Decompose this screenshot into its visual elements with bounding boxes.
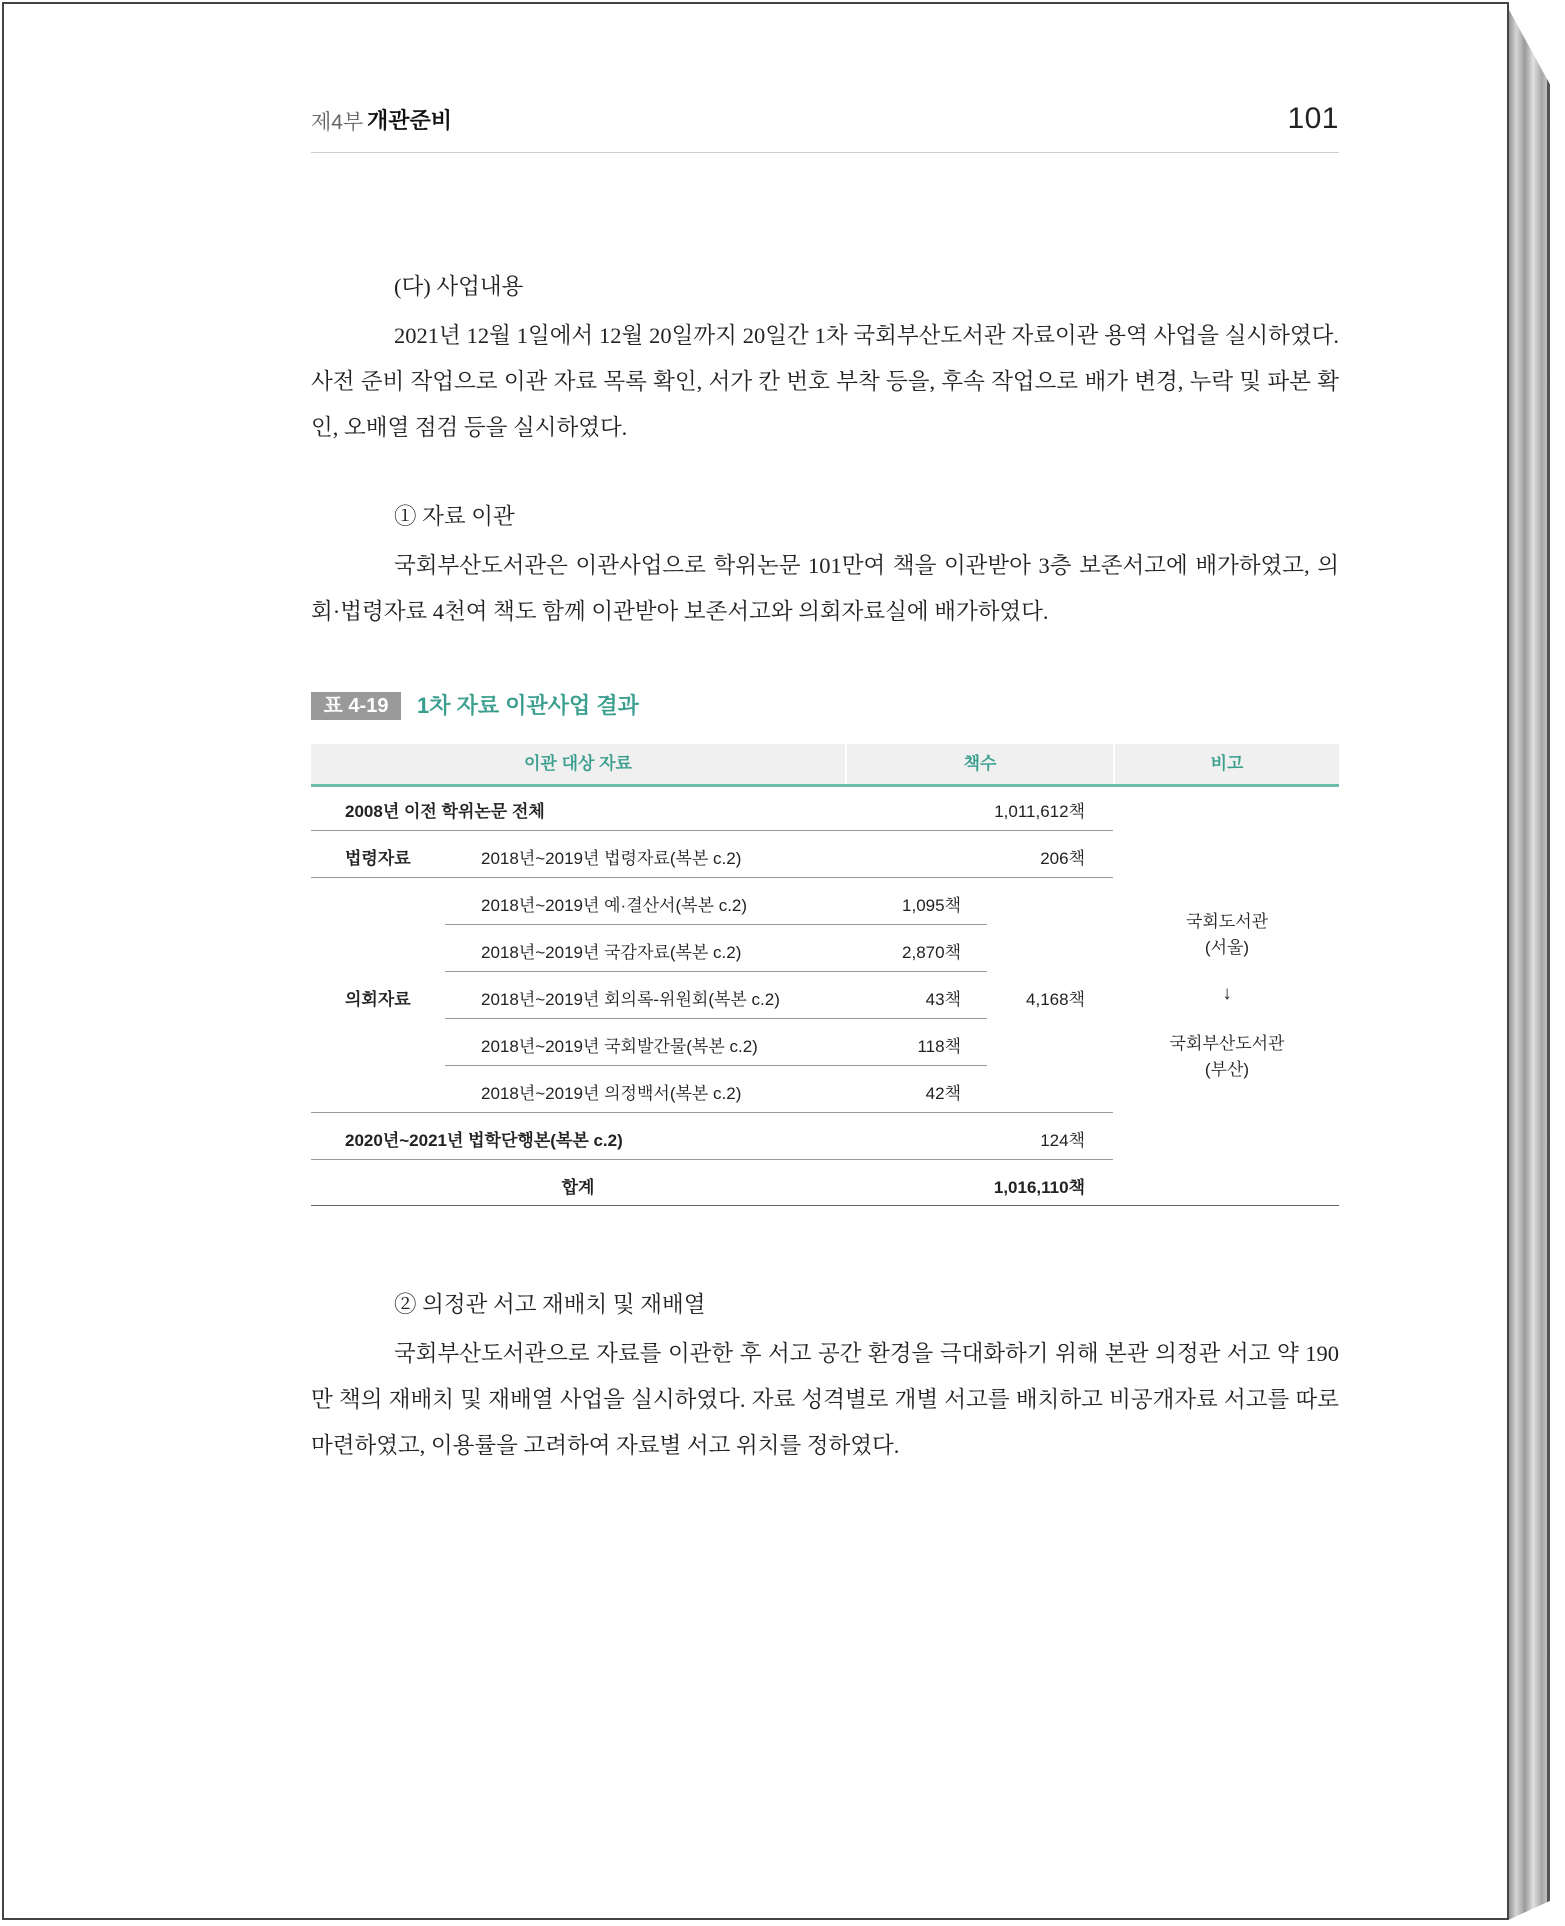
thesis-count: 1,011,612책 (994, 802, 1085, 821)
running-header (311, 102, 1339, 153)
parl-item-label: 2018년~2019년 국회발간물(복본 c.2) (481, 1037, 758, 1056)
note-to-city: (부산) (1204, 1060, 1250, 1079)
law-category: 법령자료 (345, 849, 411, 868)
total-count: 1,016,110책 (993, 1178, 1085, 1197)
parl-item-count: 118책 (917, 1037, 961, 1056)
parl-total-count: 4,168책 (1026, 990, 1085, 1009)
item2-heading: ② 의정관 서고 재배치 및 재배열 (394, 1292, 706, 1317)
row-divider (445, 971, 987, 972)
lawbooks-label: 2020년~2021년 법학단행본(복본 c.2) (345, 1131, 623, 1150)
part-title: 개관준비 (367, 108, 453, 133)
table-bottom-rule (311, 1205, 1339, 1206)
parl-item-label: 2018년~2019년 회의록-위원회(복본 c.2) (481, 990, 780, 1009)
parl-item-count: 42책 (925, 1084, 961, 1103)
parl-item-count: 2,870책 (902, 943, 961, 962)
row-divider (311, 830, 1113, 831)
header-material: 이관 대상 자료 (311, 744, 845, 784)
parl-category: 의회자료 (345, 990, 411, 1009)
thesis-label: 2008년 이전 학위논문 전체 (345, 802, 545, 821)
law-label: 2018년~2019년 법령자료(복본 c.2) (481, 849, 742, 868)
page-number: 101 (1287, 102, 1339, 135)
table-number-tag: 표 4-19 (311, 692, 401, 720)
total-label: 합계 (561, 1178, 595, 1197)
parl-item-count: 1,095책 (902, 896, 961, 915)
row-divider (311, 877, 1113, 878)
note-to: 국회부산도서관 (1169, 1034, 1285, 1053)
table-header-row (311, 744, 1339, 787)
section-heading: (다) 사업내용 (394, 274, 524, 299)
row-divider (445, 1065, 987, 1066)
header-count: 책수 (847, 744, 1113, 784)
section-paragraph: 2021년 12월 1일에서 12월 20일까지 20일간 1차 국회부산도서관 자료이관 용역 사업을 실시하였다. 사전 준비 작업으로 이관 자료 목록 확인, 서가 칸 번호 부착 등을, 후속 작업으로 배가 변경, 누락 및 파본 확인, 오배열 점검 등을 실시하였다. (311, 323, 1339, 440)
note-from: 국회도서관 (1185, 912, 1269, 931)
law-count: 206책 (1040, 849, 1085, 868)
table-title: 1차 자료 이관사업 결과 (417, 693, 639, 718)
part-number: 제4부 (311, 111, 364, 134)
row-divider (311, 1112, 1113, 1113)
row-divider (311, 1159, 1113, 1160)
item1-paragraph: 국회부산도서관은 이관사업으로 학위논문 101만여 책을 이관받아 3층 보존서고에 배가하였고, 의회·법령자료 4천여 책도 함께 이관받아 보존서고와 의회자료실에 배가하였다. (311, 553, 1339, 624)
item2-paragraph: 국회부산도서관으로 자료를 이관한 후 서고 공간 환경을 극대화하기 위해 본관 의정관 서고 약 190만 책의 재배치 및 재배열 사업을 실시하였다. 자료 성격별로 개별 서고를 배치하고 비공개자료 서고를 따로 마련하였고, 이용률을 고려하여 자료별 서고 위치를 정하였다. (311, 1341, 1339, 1458)
lawbooks-count: 124책 (1040, 1131, 1085, 1150)
parl-item-label: 2018년~2019년 예·결산서(복본 c.2) (481, 896, 748, 915)
parl-item-label: 2018년~2019년 의정백서(복본 c.2) (481, 1084, 742, 1103)
arrow-down-icon: ↓ (1222, 983, 1232, 1004)
page-stack-edge (1508, 8, 1550, 1920)
item1-heading: ① 자료 이관 (394, 504, 515, 529)
parl-item-count: 43책 (925, 990, 961, 1009)
book-page (2, 2, 1509, 1920)
parl-item-label: 2018년~2019년 국감자료(복본 c.2) (481, 943, 742, 962)
note-from-city: (서울) (1204, 938, 1250, 957)
row-divider (445, 924, 987, 925)
row-divider (445, 1018, 987, 1019)
header-note: 비고 (1115, 744, 1339, 784)
